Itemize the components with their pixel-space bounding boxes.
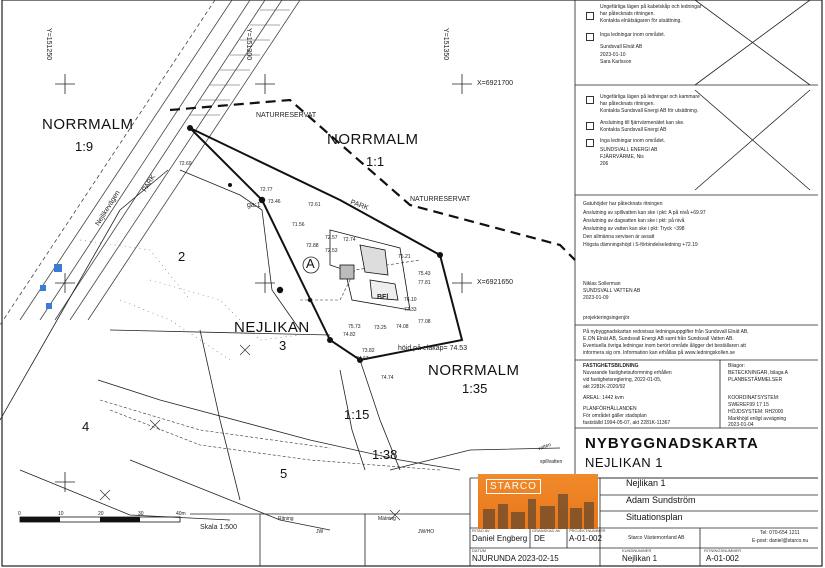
panel-s2-line: Kontakta Sundsvall Energi AB för utsättning. xyxy=(600,108,699,114)
panel-s5-left: akt 2281K-2020/92 xyxy=(583,384,626,390)
area-ratio-3: 3 xyxy=(279,338,287,353)
panel-s2-line: Ungefärliga lägen på ledningar och kammare xyxy=(600,94,700,100)
parcel-4: 4 xyxy=(82,419,90,434)
panel-s5-left: fastställd 1994-05-07, akt 2281K-11367 xyxy=(583,420,671,426)
parcel-2: 2 xyxy=(178,249,186,264)
datum-value: NJURUNDA 2023-02-15 xyxy=(472,554,559,563)
scale-tick: 20 xyxy=(98,511,104,517)
elevation: 72.69 xyxy=(179,161,192,167)
coord-y3: Y=151350 xyxy=(442,28,449,61)
label-naturreservat-1: NATURRESERVAT xyxy=(256,112,317,119)
panel-s2-line: 206 xyxy=(600,161,609,167)
panel-s5-left: För området gäller stadsplan xyxy=(583,413,647,419)
label-vatten: vatten xyxy=(537,441,553,453)
panel-s1-line: 2023-01-10 xyxy=(600,52,626,58)
elevation: 77.81 xyxy=(418,280,431,286)
kundnummer-label: KUNDNUMMER xyxy=(622,548,652,553)
coord-x1: X=6921700 xyxy=(477,80,514,87)
elevation: 75.43 xyxy=(418,271,431,277)
panel-s5-right: HÖJDSYSTEM: RH2000 xyxy=(728,409,784,415)
panel-s3-line: 2023-01-09 xyxy=(583,295,609,301)
scale-tick: 40m xyxy=(176,511,186,517)
coord-y1: Y=151250 xyxy=(45,28,52,61)
panel-s5-right: PLANBESTÄMMELSER xyxy=(728,377,783,383)
panel-s5-left: Nuvarande fastighetsuformning erhållen xyxy=(583,370,672,376)
area-name-2: NORRMALM xyxy=(327,131,419,148)
area-ratio-2: 1:1 xyxy=(366,154,385,169)
company-phone: Tel: 070-654 1211 xyxy=(760,530,800,536)
ritningsnummer-value: A-01-002 xyxy=(706,554,739,563)
elevation: 74.74 xyxy=(381,375,394,381)
label-park-2: PARK xyxy=(141,173,158,194)
panel-s4-line: Eventuella övriga ledningar inom berört område åligger det beställaren att xyxy=(583,343,746,349)
ritning-value: JW xyxy=(316,529,324,535)
panel-s5-right: BETECKNINGAR, bilaga A xyxy=(728,370,789,376)
panel-s3-line: Anslutning av spillvatten kan ske i pkt: A på nivå +69.97 xyxy=(583,210,706,216)
panel-s3-line: projekteringsingenjör xyxy=(583,315,630,321)
elevation: 73.46 xyxy=(268,199,281,205)
panel-s2-line: har påtecknats ritningen. xyxy=(600,101,655,107)
projektnummer-value: A-01-002 xyxy=(569,534,602,543)
checkbox-el-1 xyxy=(586,12,594,20)
elevation: 74.82 xyxy=(343,332,356,338)
panel-s3-line: Gatuhöjder har påtecknats ritningen xyxy=(583,201,663,207)
panel-s1-line: Ungefärliga lägen på kabelskåp och ledningar xyxy=(600,4,702,10)
panel-s2-line: Anslutning till fjärrvärmenätet kan ske. xyxy=(600,120,685,126)
label-point-a: A xyxy=(306,256,315,271)
checkbox-energy-2 xyxy=(586,122,594,130)
datum-label: DATUM xyxy=(472,548,486,553)
label-road: Nejlikevägen xyxy=(94,189,122,228)
panel-s2-line: FJÄRRVÄRME, Nis xyxy=(600,154,644,160)
panel-s5-right: 2023-01-04 xyxy=(728,422,754,428)
company-email: E-post: daniel@starco.nu xyxy=(752,538,809,544)
panel-s5-left: vid fastighetsreglering, 2022-01-05, xyxy=(583,377,662,383)
panel-s1-line: har påtecknats ritningen. xyxy=(600,11,655,17)
area-name-1: NORRMALM xyxy=(42,116,134,133)
panel-s4-line: E.ON Elnät AB, Sundsvall Energi AB samt från Sundsvall Vatten AB. xyxy=(583,336,734,342)
ritningsnummer-label: RITNINGSNUMMER xyxy=(704,548,742,553)
panel-s3-line: Högsta dämningshöjd i S-förbindelseledning +72.19 xyxy=(583,242,698,248)
scale-tick: 10 xyxy=(58,511,64,517)
scale-tick: 30 xyxy=(138,511,144,517)
granskad-label: GRANSKAD AV xyxy=(532,528,561,533)
logo-text: STARCO xyxy=(486,479,541,494)
matning-label: Mätning xyxy=(378,516,396,522)
label-naturreservat-2: NATURRESERVAT xyxy=(410,196,471,203)
company-name: Starco Västernorrland AB xyxy=(628,535,685,541)
panel-s4-line: På nybyggnadskartan redovisas ledningsuppgifter från Sundsvall Elnät AB, xyxy=(583,329,749,335)
panel-s5-right: Bilagor: xyxy=(728,363,745,369)
elevation: 72.88 xyxy=(306,243,319,249)
kundnummer-value: Nejlikan 1 xyxy=(622,554,658,563)
scale-tick: 0 xyxy=(18,511,21,517)
elevation: 72.77 xyxy=(260,187,273,193)
label-bfl: BFl xyxy=(377,294,389,301)
elevation: 75.73 xyxy=(348,324,361,330)
elevation: 73.25 xyxy=(374,325,387,331)
elevation: 74.08 xyxy=(396,324,409,330)
panel-s3-line: Den allmänna servisen är avsatt xyxy=(583,234,655,240)
panel-s3-line: Anslutning av vatten kan ske i pkt: Tryck ~398 xyxy=(583,226,685,232)
elevation: 72.61 xyxy=(308,202,321,208)
panel-s5-right: SWEREF99 17 15 xyxy=(728,402,769,408)
label-height: höjd på ela‌kåp= 74.53 xyxy=(398,345,468,352)
panel-s4-line: informera sig om. Information kan erhållas på www.ledningskollen.se xyxy=(583,350,736,356)
map-title: NYBYGGNADSKARTA xyxy=(585,435,759,452)
elevation: 73.82 xyxy=(362,348,375,354)
elevation: 72.74 xyxy=(343,237,356,243)
area-name-4: NORRMALM xyxy=(428,362,520,379)
panel-s3-line: Anslutning av dagvatten kan ske i pkt: på nivå xyxy=(583,218,685,224)
matning-value: JW/HO xyxy=(418,529,435,535)
granskad-value: DE xyxy=(534,534,546,543)
company-logo xyxy=(478,474,598,529)
elevation: 76.21 xyxy=(398,254,411,260)
area-name-3: NEJLIKAN xyxy=(234,319,310,336)
elevation: 74.67 xyxy=(356,356,369,362)
ritad-av-label: RITAD AV xyxy=(472,528,490,533)
panel-s5-left: AREAL: 1442 kvm xyxy=(583,395,624,401)
checkbox-energy-1 xyxy=(586,96,594,104)
parcel-5: 5 xyxy=(280,466,288,481)
panel-s2-line: Kontakta Sundsvall Energi AB xyxy=(600,127,667,133)
label-park: PARK xyxy=(349,199,370,212)
panel-s1-line: Sundsvall Elnät AB xyxy=(600,44,643,50)
panel-s3-line: SUNDSVALL VATTEN AB xyxy=(583,288,641,294)
elevation: 72.57 xyxy=(325,235,338,241)
panel-s5-left: PLANFÖRHÅLLANDEN xyxy=(583,406,637,412)
elevation: 76.10 xyxy=(404,297,417,303)
panel-s5-right: Markhöjd enligt avvägning xyxy=(728,416,787,422)
title-row-3: Situationsplan xyxy=(626,512,683,522)
panel-s3-line: Niklas Sollerman xyxy=(583,281,621,287)
panel-s1-line: Inga ledningar inom området. xyxy=(600,32,666,38)
area-ratio-4: 1:35 xyxy=(462,381,488,396)
parcel-1-15: 1:15 xyxy=(344,407,370,422)
elevation: 77.08 xyxy=(418,319,431,325)
scale-label: Skala 1:500 xyxy=(200,524,237,531)
coord-x2: X=6921650 xyxy=(477,279,514,286)
title-row-2: Adam Sundström xyxy=(626,495,696,505)
panel-s5-right: KOORDINATSYSTEM: xyxy=(728,395,780,401)
parcel-ga1: ga:1 xyxy=(247,202,261,209)
logo-skyline-icon xyxy=(478,474,598,529)
elevation: 77.33 xyxy=(404,307,417,313)
area-ratio-1: 1:9 xyxy=(75,139,94,154)
checkbox-energy-3 xyxy=(586,139,594,147)
panel-s1-line: Sara Karlsson xyxy=(600,59,632,65)
panel-s2-line: SUNDSVALL ENERGI AB xyxy=(600,147,658,153)
projektnummer-label: PROJEKTNUMMER xyxy=(569,528,606,533)
ritad-av-value: Daniel Engberg xyxy=(472,534,528,543)
coord-y2: Y=151300 xyxy=(245,28,252,61)
panel-s5-left: FASTIGHETSBILDNING xyxy=(583,363,639,369)
panel-s1-line: Kontakta elnätsägaren för utsättning. xyxy=(600,18,682,24)
elevation: 72.53 xyxy=(325,248,338,254)
elevation: 71.56 xyxy=(292,222,305,228)
panel-s2-line: Inga ledningar inom området. xyxy=(600,138,666,144)
title-row-1: Nejlikan 1 xyxy=(626,478,666,488)
parcel-1-38: 1:38 xyxy=(372,447,398,462)
checkbox-el-2 xyxy=(586,33,594,41)
label-spillvatten: spillvatten xyxy=(540,459,563,465)
ritning-label: Ritning xyxy=(278,516,294,522)
map-subtitle: NEJLIKAN 1 xyxy=(585,455,663,470)
